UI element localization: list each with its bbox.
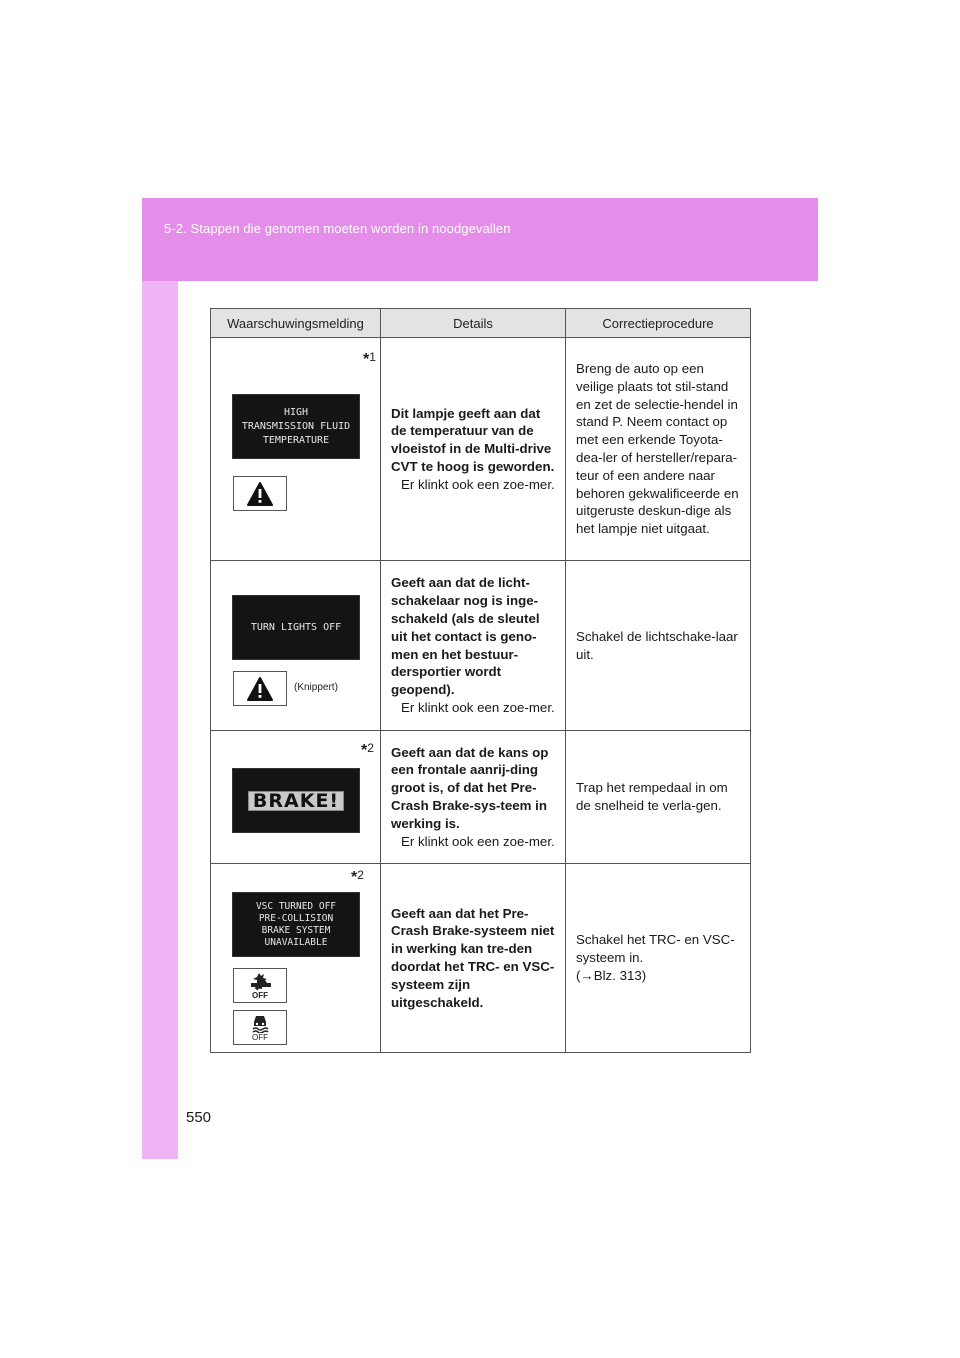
- footnote-marker: *2: [361, 741, 374, 759]
- column-header: Waarschuwingsmelding: [211, 309, 381, 338]
- pre-crash-off-icon: [233, 968, 287, 1003]
- off-label: OFF: [252, 1033, 268, 1042]
- details-cell: [381, 338, 566, 561]
- off-label: OFF: [252, 991, 268, 1000]
- footnote-marker: *1: [363, 350, 376, 368]
- table-row: [211, 561, 751, 731]
- display-text: HIGH TRANSMISSION FLUID TEMPERATURE: [241, 406, 351, 446]
- warning-message-cell: [211, 561, 381, 731]
- table-header-row: [211, 309, 751, 338]
- column-header: Correctieprocedure: [566, 309, 751, 338]
- warning-message-cell: [211, 864, 381, 1053]
- correction-cell: [566, 561, 751, 731]
- details-text: Geeft aan dat het Pre-Crash Brake-systeem niet in werking kan tre-den doordat het TRC- en VSC-systeem zijn uitgeschakeld.: [391, 905, 555, 1010]
- warning-table: [210, 308, 751, 1053]
- correction-cell: [566, 864, 751, 1053]
- details-cell: [381, 561, 566, 731]
- details-cell: [381, 731, 566, 864]
- page-side-strip: [142, 198, 178, 1159]
- section-header-band: [142, 198, 818, 281]
- correction-cell: [566, 338, 751, 561]
- details-note: Er klinkt ook een zoe-mer.: [401, 476, 555, 492]
- display-message: [232, 892, 360, 957]
- details-note: Er klinkt ook een zoe-mer.: [401, 833, 555, 849]
- footnote-marker: *2: [351, 868, 364, 886]
- display-text: BRAKE!: [248, 791, 344, 811]
- page-number: 550: [186, 1109, 212, 1126]
- details-text: Geeft aan dat de licht-schakelaar nog is inge-schakeld (als de sleutel uit het contact is geno-men en het bestuur-dersportier wordt geopend).: [391, 575, 540, 698]
- details-note: Er klinkt ook een zoe-mer.: [401, 699, 555, 715]
- column-header: Details: [381, 309, 566, 338]
- details-text: Dit lampje geeft aan dat de temperatuur van de vloeistof in de Multi-drive CVT te hoog is geworden.: [391, 405, 555, 474]
- display-message: [232, 768, 360, 833]
- details-text: Geeft aan dat de kans op een frontale aanrij-ding groot is, of dat het Pre-Crash Brake-sys-teem in werking is.: [391, 744, 549, 831]
- display-message: [232, 394, 360, 459]
- warning-triangle-icon: [233, 671, 287, 706]
- page-reference: (→Blz. 313): [576, 967, 647, 983]
- details-cell: [381, 864, 566, 1053]
- correction-text: Trap het rempedaal in om de snelheid te verla-gen.: [576, 780, 728, 813]
- display-text: VSC TURNED OFF PRE-COLLISION BRAKE SYSTEM UNAVAILABLE: [255, 900, 337, 948]
- table-row: [211, 731, 751, 864]
- display-message: [232, 595, 360, 660]
- blink-label: (Knippert): [294, 682, 338, 693]
- vsc-off-icon: [233, 1010, 287, 1045]
- correction-text: Breng de auto op een veilige plaats tot stil-stand en zet de selectie-hendel in stand P. Neem contact op met een erkende Toyota-dea-ler of hersteller/repara-teur of een andere naar behoren gekwalificeerde en uitgeruste deskun-dige als het lampje niet uitgaat.: [576, 361, 739, 537]
- correction-cell: [566, 731, 751, 864]
- warning-message-cell: [211, 731, 381, 864]
- section-title: 5-2. Stappen die genomen moeten worden in noodgevallen: [164, 221, 511, 236]
- warning-message-cell: [211, 338, 381, 561]
- table-row: [211, 864, 751, 1053]
- correction-text: Schakel het TRC- en VSC-systeem in.: [576, 932, 735, 966]
- display-text: TURN LIGHTS OFF: [250, 621, 342, 633]
- warning-triangle-icon: [233, 476, 287, 511]
- correction-text: Schakel de lichtschake-laar uit.: [576, 628, 738, 662]
- table-row: [211, 338, 751, 561]
